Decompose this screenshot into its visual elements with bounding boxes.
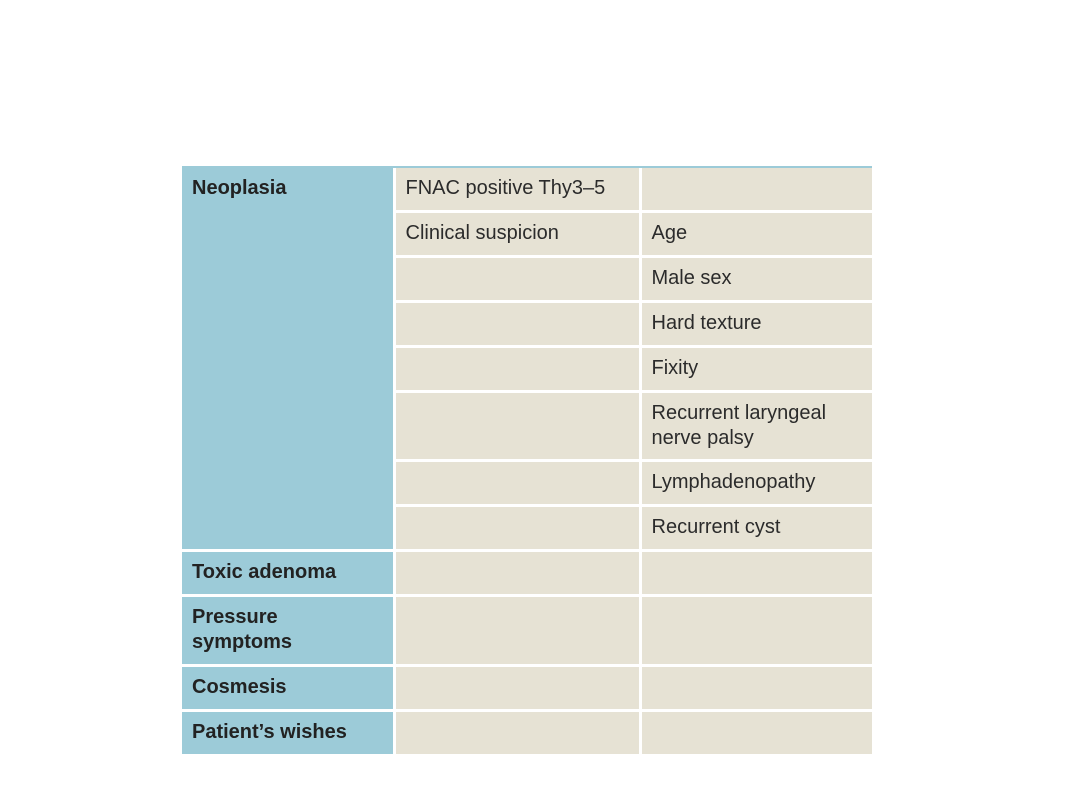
criterion-cell bbox=[394, 596, 640, 666]
criterion-cell bbox=[394, 257, 640, 302]
indications-table-wrapper bbox=[182, 166, 872, 757]
indication-cell-neoplasia: Neoplasia bbox=[182, 168, 394, 551]
table-row bbox=[182, 666, 872, 711]
detail-cell bbox=[640, 168, 872, 212]
criterion-cell bbox=[394, 302, 640, 347]
criterion-cell bbox=[394, 551, 640, 596]
indication-cell-cosmesis: Cosmesis bbox=[182, 666, 394, 711]
indication-cell-toxic-adenoma: Toxic adenoma bbox=[182, 551, 394, 596]
criterion-cell bbox=[394, 461, 640, 506]
criterion-cell: Clinical suspicion bbox=[394, 212, 640, 257]
detail-cell: Recurrent laryngeal nerve palsy bbox=[640, 392, 872, 461]
table-row bbox=[182, 711, 872, 756]
detail-cell bbox=[640, 596, 872, 666]
indication-cell-pressure-symptoms: Pressure symptoms bbox=[182, 596, 394, 666]
criterion-cell: FNAC positive Thy3–5 bbox=[394, 168, 640, 212]
criterion-cell bbox=[394, 711, 640, 756]
detail-cell bbox=[640, 666, 872, 711]
detail-cell bbox=[640, 551, 872, 596]
detail-cell: Hard texture bbox=[640, 302, 872, 347]
criterion-cell bbox=[394, 666, 640, 711]
detail-cell bbox=[640, 711, 872, 756]
detail-cell: Lymphadenopathy bbox=[640, 461, 872, 506]
criterion-cell bbox=[394, 392, 640, 461]
table-row bbox=[182, 551, 872, 596]
criterion-cell bbox=[394, 347, 640, 392]
detail-cell: Male sex bbox=[640, 257, 872, 302]
table-row bbox=[182, 596, 872, 666]
table-row bbox=[182, 168, 872, 212]
detail-cell: Fixity bbox=[640, 347, 872, 392]
criterion-cell bbox=[394, 506, 640, 551]
indications-table bbox=[182, 168, 872, 757]
indication-cell-patients-wishes: Patient’s wishes bbox=[182, 711, 394, 756]
detail-cell: Age bbox=[640, 212, 872, 257]
detail-cell: Recurrent cyst bbox=[640, 506, 872, 551]
